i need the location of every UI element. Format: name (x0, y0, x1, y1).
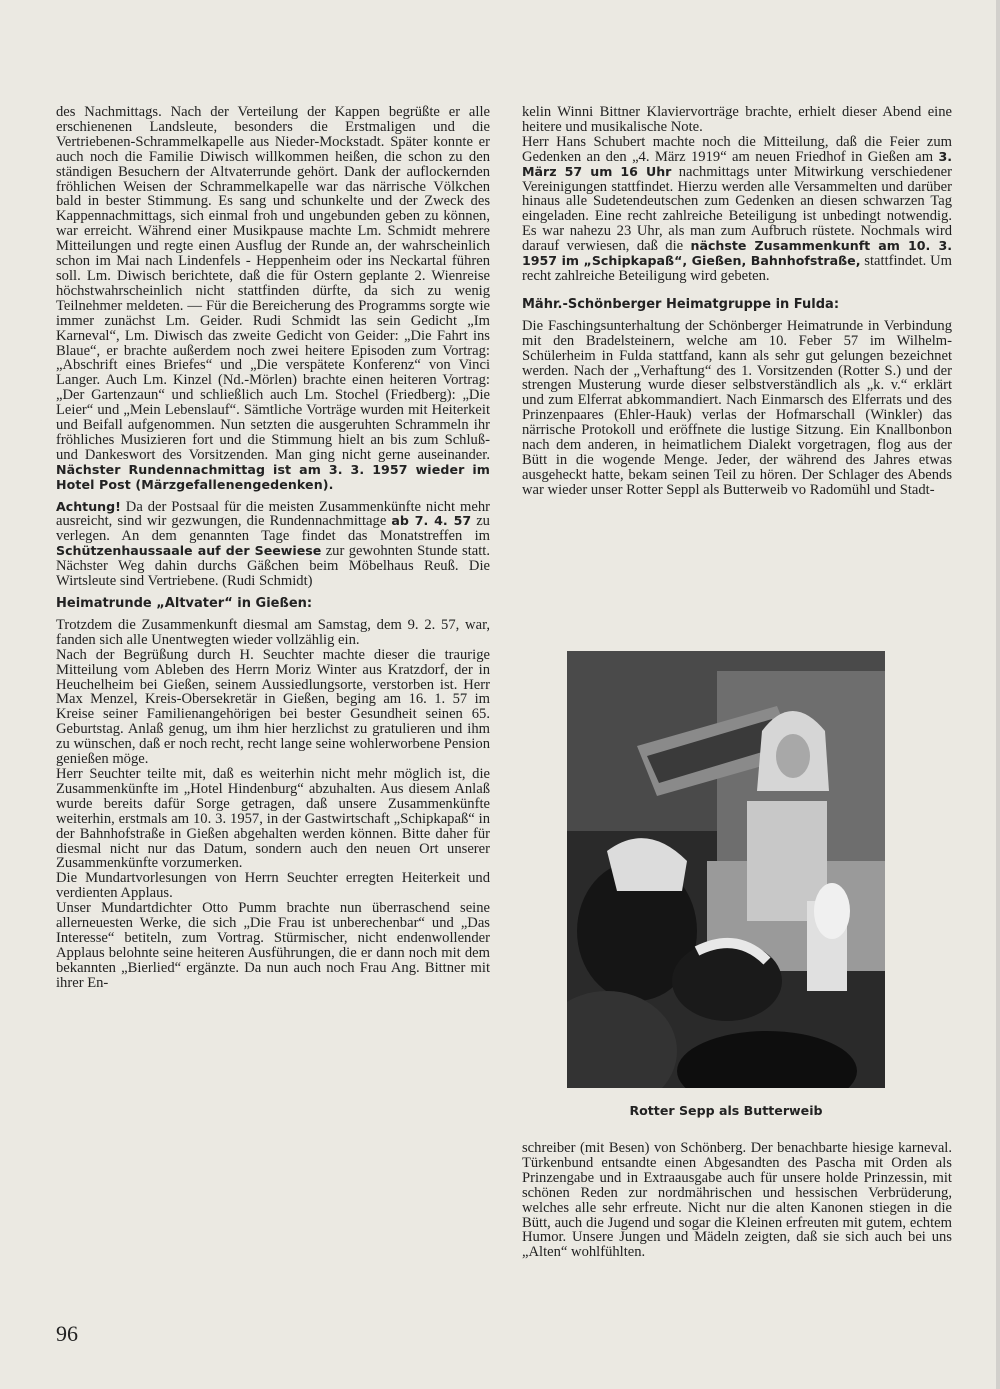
paragraph-text: Da der Postsaal für die meisten Zusammenkünfte nicht mehr ausreicht, sind wir gezwungen, die Rundennachmittage (56, 498, 490, 530)
section-heading-altvater: Heimatrunde „Altvater“ in Gießen: (56, 596, 313, 611)
achtung-label: Achtung! (56, 498, 121, 514)
page-edge (996, 0, 1000, 1389)
photo-rotter-sepp (567, 651, 885, 1088)
left-column (56, 105, 490, 991)
paragraph-gedenkfeier (522, 135, 952, 284)
event-date: 3. März 57 um 16 Uhr (522, 148, 952, 179)
photo-image (567, 651, 885, 1088)
section-heading-schoenberger: Mähr.-Schönberger Heimatgruppe in Fulda: (522, 296, 840, 312)
next-meeting-notice: Nächster Rundennachmittag ist am 3. 3. 1957 wieder im Hotel Post (Märzgefallenengedenken). (56, 461, 490, 492)
new-date: ab 7. 4. 57 (391, 513, 472, 529)
paragraph-text: stattfindet. Um recht zahlreiche Beteiligung wird gebeten. (522, 253, 952, 284)
paragraph-text: zur gewohnten Stunde statt. Nächster Weg dahin durchs Gäßchen beim Möbelhaus Reuß. Die Wirtsleute sind Vertriebene. (Rudi Schmidt) (56, 543, 490, 590)
paragraph: Nach der Begrüßung durch H. Seuchter machte dieser die traurige Mitteilung vom Ableben des Herrn Moriz Winter aus Kratzdorf, der in Heuchelheim bei Gießen, seinem Aussiedlungsorte, verstorben ist. Herr Max Menzel, Kreis-Obersekretär in Gießen, beging am 16. 1. 57 im Kreise seiner Familienangehörigen bei bester Gesundheit seinen 65. Geburtstag. Anlaß genug, um ihm hier herzlichst zu gratulieren und ihm zu wünschen, daß er noch recht, recht lange seine wohlerworbene Pension genießen möge. (56, 646, 490, 768)
right-column (522, 105, 952, 498)
next-meeting-notice: nächste Zusammenkunft am 10. 3. 1957 im „Schipkapaß“, Gießen, Bahnhofstraße, (522, 238, 953, 269)
paragraph: schreiber (mit Besen) von Schönberg. Der benachbarte hiesige karneval. Türkenbund entsandte einen Abgesandten des Pascha mit Orden als Prinzengabe und in Extraausgabe auch für unsere holde Prinzessin, mit schönen Reden zur nordmährischen und hessischen Verbrüderung, welches alle sehr erfreute. Nicht nur die alten Kanonen stiegen in die Bütt, auch die Jugend und sogar die Kleinen erfreuten mit gutem, echtem Humor. Unsere Jungen und Mädeln zeigten, daß sie sich auch bei uns „Alten“ wohlfühlten. (522, 1140, 952, 1261)
paragraph: kelin Winni Bittner Klaviervorträge brachte, erhielt dieser Abend eine heitere und musikalische Note. (522, 104, 952, 135)
paragraph: Die Faschingsunterhaltung der Schönberger Heimatrunde in Verbindung mit den Bradelsteinern, welche am 10. Feber 57 im Wilhelm-Schülerheim in Fulda stattfand, kann als sehr gut gelungen bezeichnet werden. Nach der „Verhaftung“ des 1. Vorsitzenden (Rotter S.) und der strengen Musterung wurde dieser selbstverständlich als „k. v.“ erklärt und zum Elferrat abkommandiert. Nach Einmarsch des Elferrats und des Prinzenpaares (Ehler-Hauk) verlas der Hofmarschall (Winkler) das närrische Protokoll und eröffnete die lustige Sitzung. Ein Knallbonbon nach dem anderen, in heimatlichem Dialekt vorgetragen, flog aus der Bütt in die wogende Menge. Jeder, der während des Jahres etwas ausgeheckt hatte, bekam seinen Teil zu hören. Der Schlager des Abends war wieder unser Rotter Seppl als Butterweib vo Radomühl und Stadt- (522, 317, 952, 498)
paragraph-achtung (56, 500, 490, 589)
new-venue: Schützenhaussaale auf der Seewiese (56, 543, 322, 559)
paragraph-text: nachmittags unter Mitwirkung verschiedener Vereinigungen stattfindet. Hierzu werden alle Versammelten und darüber hinaus alle Sudetendeutschen zum Gedenken an diesen schwarzen Tag eingeladen. Eine recht zahlreiche Beteiligung ist unbedingt notwendig. Es war nahezu 23 Uhr, als man zum Aufbruch rüstete. Nochmals wird darauf verwiesen, daß die (522, 163, 953, 255)
paragraph: Unser Mundartdichter Otto Pumm brachte nun überraschend seine allerneuesten Werke, die sich „Die Frau ist unberechenbar“ und „Das Interesse“ betiteln, zum Vortrag. Stürmischer, nicht endenwollender Applaus belohnte seine heiteren Ausführungen, die er dann noch mit dem bekannten „Bierlied“ ergänzte. Da nun auch noch Frau Ang. Bittner mit ihrer En- (56, 900, 490, 991)
paragraph: Herr Seuchter teilte mit, daß es weiterhin nicht mehr möglich ist, die Zusammenkünfte im „Hotel Hindenburg“ abzuhalten. Aus diesem Anlaß wurde bereits dafür Sorge getragen, daß unsere Zusammenkünfte weiterhin, erstmals am 10. 3. 1957, in der Gastwirtschaft „Schipkapaß“ in der Bahnhofstraße in Gießen abgehalten werden können. Bitte daher für diesmal nicht nur das Datum, sondern auch den neuen Ort unserer Zusammenkünfte vorzumerken. (56, 765, 490, 872)
paragraph-text: des Nachmittags. Nach der Verteilung der Kappen begrüßte er alle erschienenen Landsleute, besonders die Erstmaligen und die Vertriebenen-Schrammelkapelle aus Nieder-Mockstadt. Später konnte er auch noch die Familie Diwisch willkommen heißen, die schon zu den ständigen Besuchern der Altvaterrunde gehört. Dank der auflockernden fröhlichen Weisen der Schrammelkapelle war das närrische Völkchen bald in bester Stimmung. Es sang und schunkelte und der Zweck des Kappennachmittags, sich einmal froh und ungebunden geben zu können, war erreicht. Während einer Musikpause machte Lm. Schmidt mehrere Mitteilungen und regte einen Ausflug der Runde an, der wahrscheinlich schon im Mai nach Lindenfels - Heppenheim oder ins Neckartal führen soll. Lm. Diwisch berichtete, daß die für Ostern geplante 2. Wienreise höchstwahrscheinlich nicht stattfinden dürfte, da sich zu wenig Teilnehmer meldeten. — Für die Bereicherung des Programms sorgte wie immer zunächst Lm. Geider. Rudi Schmidt las sein Gedicht „Im Karneval“, Lm. Diwisch das zweite Gedicht von Geider: „Die Fahrt ins Blaue“, er brachte außerdem noch zwei heitere Episoden zum Vortrag: „Abschrift eines Briefes“ und „Die verspätete Konferenz“ von Vinci Langer. Auch Lm. Kinzel (Nd.-Mörlen) brachte einen heiteren Vortrag: „Der Gartenzaun“ und schließlich auch Lm. Stochel (Friedberg): „Die Leier“ und „Mein Lebenslauf“. Sämtliche Vorträge wurden mit Heiterkeit und Beifall aufgenommen. Nun setzten die ausgeruhten Schrammeln ihr fröhliches Musizieren fort und die Stimmung hielt an bis zum Schluß- und Dankeswort des Vorsitzenden. Man ging nicht gerne auseinander. (56, 104, 490, 463)
paragraph-kappennachmittag (56, 105, 490, 493)
paragraph: Trotzdem die Zusammenkunft diesmal am Samstag, dem 9. 2. 57, war, fanden sich alle Unentwegten wieder vollzählig ein. (56, 616, 490, 648)
right-column-bottom (522, 1141, 952, 1260)
photo-caption: Rotter Sepp als Butterweib (629, 1103, 823, 1118)
paragraph-text: Herr Hans Schubert machte noch die Mitteilung, daß die Feier zum Gedenken an den „4. März 1919“ am neuen Friedhof in Gießen am (522, 133, 952, 165)
paragraph: Die Mundartvorlesungen von Herrn Seuchter erregten Heiterkeit und verdienten Applaus. (56, 870, 490, 902)
page-number: 96 (56, 1321, 78, 1346)
paragraph-text: zu verlegen. An dem genannten Tage findet das Monatstreffen im (56, 513, 490, 545)
